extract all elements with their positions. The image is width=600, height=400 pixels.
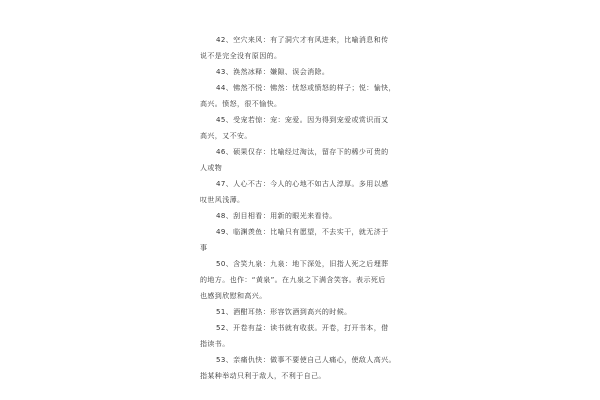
entry-line: 43、涣然冰释：嫌隙、误会消除。 [216, 68, 330, 76]
entry-line: 46、硕果仅存：比喻经过淘汰，留存下的稀少可贵的 [216, 148, 389, 156]
entry-line: 人或物 [200, 164, 223, 172]
idiom-entry-44 [200, 80, 400, 112]
entry-line: 高兴。愤怒，很不愉快。 [200, 100, 282, 108]
document-page [200, 32, 400, 384]
entry-line: 49、临渊羡鱼：比喻只有愿望，不去实干，就无济于 [216, 228, 389, 236]
entry-line: 47、人心不古：今人的心地不如古人淳厚。多用以感 [216, 180, 389, 188]
idiom-entry-51 [200, 304, 400, 320]
idiom-entry-42 [200, 32, 400, 64]
idiom-entry-50 [200, 256, 400, 304]
idiom-entry-49 [200, 224, 400, 256]
entry-line: 53、亲痛仇快：做事不要使自己人痛心，使敌人高兴。 [216, 356, 396, 364]
entry-line: 的地方。也作：“黄泉”。在九泉之下满含笑容。表示死后 [200, 276, 386, 284]
idiom-entry-45 [200, 112, 400, 144]
idiom-entry-48 [200, 208, 400, 224]
entry-line: 52、开卷有益：读书就有收获。开卷，打开书本，借 [216, 324, 389, 332]
idiom-entry-46 [200, 144, 400, 176]
entry-line: 也感到欣慰和高兴。 [200, 292, 267, 300]
entry-line: 指读书。 [200, 340, 230, 348]
entry-line: 指某种举动只利于敌人，不利于自己。 [200, 372, 326, 380]
idiom-entry-43 [200, 64, 400, 80]
idiom-entry-52 [200, 320, 400, 352]
entry-line: 事 [200, 244, 208, 252]
entry-line: 44、怫然不悦：怫然：忧怒或愤怒的样子；悦：愉快， [216, 84, 396, 92]
entry-line: 48、刮目相看：用新的眼光来看待。 [216, 212, 337, 220]
idiom-entry-53 [200, 352, 400, 384]
entry-line: 45、受宠若惊：宠：宠爱。因为得到宠爱或赏识而又 [216, 116, 389, 124]
idiom-entry-47 [200, 176, 400, 208]
entry-line: 50、含笑九泉：九泉：地下深处，旧指人死之后埋葬 [216, 260, 389, 268]
entry-line: 高兴，又不安。 [200, 132, 252, 140]
entry-line: 说不是完全没有原因的。 [200, 52, 282, 60]
entry-line: 51、酒酣耳热：形容饮酒到高兴的时候。 [216, 308, 352, 316]
entry-line: 42、空穴来风：有了洞穴才有风进来，比喻消息和传 [216, 36, 389, 44]
entry-line: 叹世风浅薄。 [200, 196, 245, 204]
